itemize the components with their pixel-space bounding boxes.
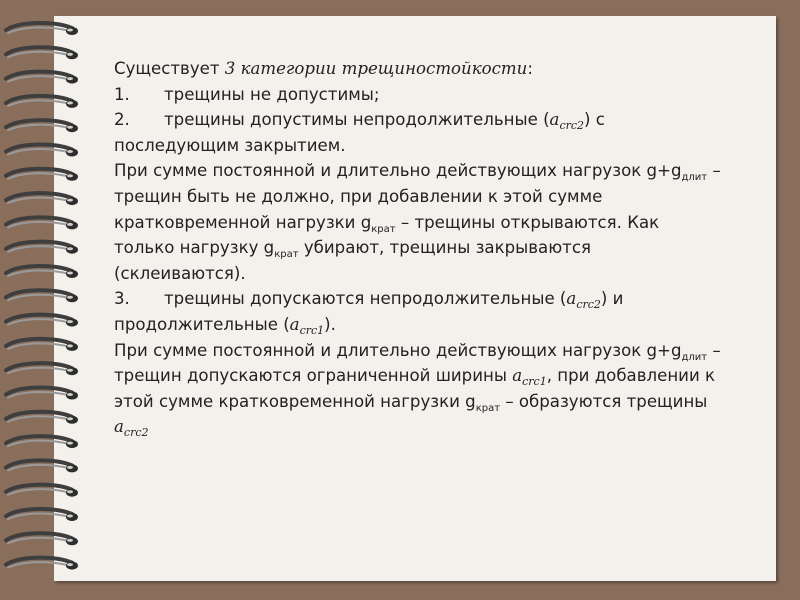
spiral-ring-icon [6,193,78,205]
text-body [114,56,724,440]
spiral-ring-icon [6,436,78,448]
list-item-1: 1. трещины не допустимы; [114,84,380,104]
list-item-3: 3. трещины допускаются непродолжительные $(a_{crc2})$ и продолжительные $(a_{crc1})$. [114,289,624,337]
spiral-ring-icon [6,96,78,108]
spiral-ring-icon [6,23,78,35]
paragraph-2: При сумме постоянной и длительно действующих нагрузок $g+g_{длит}$ – трещин быть не должно, при добавлении к этой сумме кратковременной нагрузки $g_{крат}$ – трещины открываются. Как только нагрузку $g_{крат}$ убирают, трещины закрываются (склеиваются). [114,161,721,283]
spiral-ring-icon [6,72,78,84]
spiral-ring-icon [6,217,78,229]
spiral-ring-icon [6,485,78,497]
spiral-ring-icon [6,387,78,399]
spiral-ring-icon [6,315,78,327]
intro-line: Существует 3 категории трещиностойкости: [114,59,533,78]
spiral-binding-icon [0,0,100,600]
spiral-ring-icon [6,47,78,59]
spiral-ring-icon [6,509,78,521]
spiral-ring-icon [6,169,78,181]
spiral-ring-icon [6,460,78,472]
spiral-ring-icon [6,339,78,351]
spiral-ring-icon [6,412,78,424]
paragraph-3: При сумме постоянной и длительно действующих нагрузок $g+g_{длит}$ – трещин допускаются ограниченной ширины $a_{crc1}$, при добавлении к этой сумме кратковременной нагрузки $g_{крат}$ – образуются трещины $a_{crc2}$ [114,340,721,440]
spiral-ring-icon [6,144,78,156]
spiral-ring-icon [6,533,78,545]
spiral-ring-icon [6,290,78,302]
spiral-ring-icon [6,363,78,375]
spiral-ring-icon [6,266,78,278]
spiral-ring-icon [6,558,78,570]
spiral-ring-icon [6,242,78,254]
spiral-ring-icon [6,120,78,132]
list-item-2: 2. трещины допустимы непродолжительные $(a_{crc2})$ с последующим закрытием. [114,110,605,155]
